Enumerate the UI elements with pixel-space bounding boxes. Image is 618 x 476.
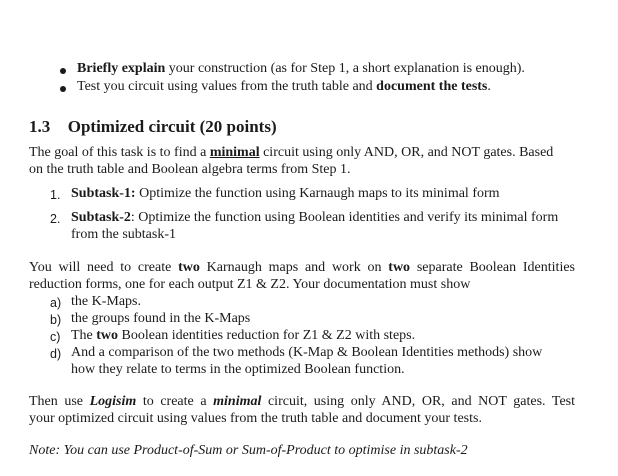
- list-letter: a): [50, 296, 62, 310]
- subtask-text: Optimize the function using Karnaugh maps to its minimal form: [135, 186, 500, 201]
- requirements-text: You will need to create: [29, 260, 179, 275]
- bullet-test-circuit: [77, 79, 491, 95]
- list-letter: d): [50, 347, 62, 361]
- subtask-label: Subtask-2: [71, 210, 131, 225]
- logisim-emphasis: Logisim: [89, 394, 137, 409]
- subtask-text: : Optimize the function using Boolean identities and verify its minimal form: [130, 210, 559, 225]
- bullet-briefly-explain: [77, 61, 525, 77]
- req-item-c: [71, 328, 415, 344]
- subtask-number: 2.: [50, 212, 61, 226]
- list-letter: c): [50, 330, 61, 344]
- req-item-text: The: [71, 328, 97, 343]
- requirements-line-2: reduction forms, one for each output Z1 & Z2. Your documentation must show: [29, 277, 471, 292]
- intro-line-2: on the truth table and Boolean algebra terms from Step 1.: [29, 162, 351, 177]
- intro-text: circuit using only AND, OR, and NOT gates. Based: [259, 145, 554, 160]
- bullet-dot: [60, 68, 66, 74]
- bullet-bold-text: document the tests: [376, 79, 488, 94]
- bullet-text: your construction (as for Step 1, a short explanation is enough).: [165, 61, 525, 76]
- intro-text: The goal of this task is to find a: [29, 145, 210, 160]
- closing-line-1: [29, 394, 575, 410]
- subtask-1: [71, 186, 500, 202]
- section-heading: [29, 117, 277, 137]
- minimal-emphasis: minimal: [213, 394, 262, 409]
- requirements-text: Karnaugh maps and work on: [199, 260, 389, 275]
- bold-two: two: [96, 328, 119, 343]
- subtask-number: 1.: [50, 188, 61, 202]
- bullet-bold-text: Briefly explain: [77, 61, 166, 76]
- req-item-d-continued: how they relate to terms in the optimized Boolean function.: [71, 362, 405, 377]
- bold-two: two: [178, 260, 200, 275]
- bullet-dot: [60, 86, 66, 92]
- subtask-2: [71, 210, 558, 226]
- req-item-a: the K-Maps.: [71, 294, 141, 309]
- intro-line-1: [29, 145, 553, 161]
- bold-two: two: [388, 260, 411, 275]
- requirements-line-1: [29, 260, 575, 276]
- section-number: 1.3: [29, 117, 51, 136]
- req-item-text: Boolean identities reduction for Z1 & Z2 with steps.: [118, 328, 416, 343]
- bullet-text: Test you circuit using values from the truth table and: [77, 79, 377, 94]
- requirements-text: separate Boolean Identities: [410, 260, 575, 275]
- list-letter: b): [50, 313, 62, 327]
- req-item-d: And a comparison of the two methods (K-Map & Boolean Identities methods) show: [71, 345, 543, 360]
- section-title: Optimized circuit (20 points): [67, 117, 277, 136]
- note: Note: You can use Product-of-Sum or Sum-of-Product to optimise in subtask-2: [29, 443, 468, 458]
- closing-text: to create a: [136, 394, 214, 409]
- req-item-b: the groups found in the K-Maps: [71, 311, 251, 326]
- closing-line-2: your optimized circuit using values from the truth table and document your tests.: [29, 411, 482, 426]
- bullet-text: .: [487, 79, 491, 94]
- closing-text: Then use: [29, 394, 90, 409]
- closing-text: circuit, using only AND, OR, and NOT gates. Test: [261, 394, 575, 409]
- subtask-2-continued: from the subtask-1: [71, 227, 176, 242]
- subtask-label: Subtask-1:: [71, 186, 136, 201]
- minimal-emphasis: minimal: [209, 145, 260, 160]
